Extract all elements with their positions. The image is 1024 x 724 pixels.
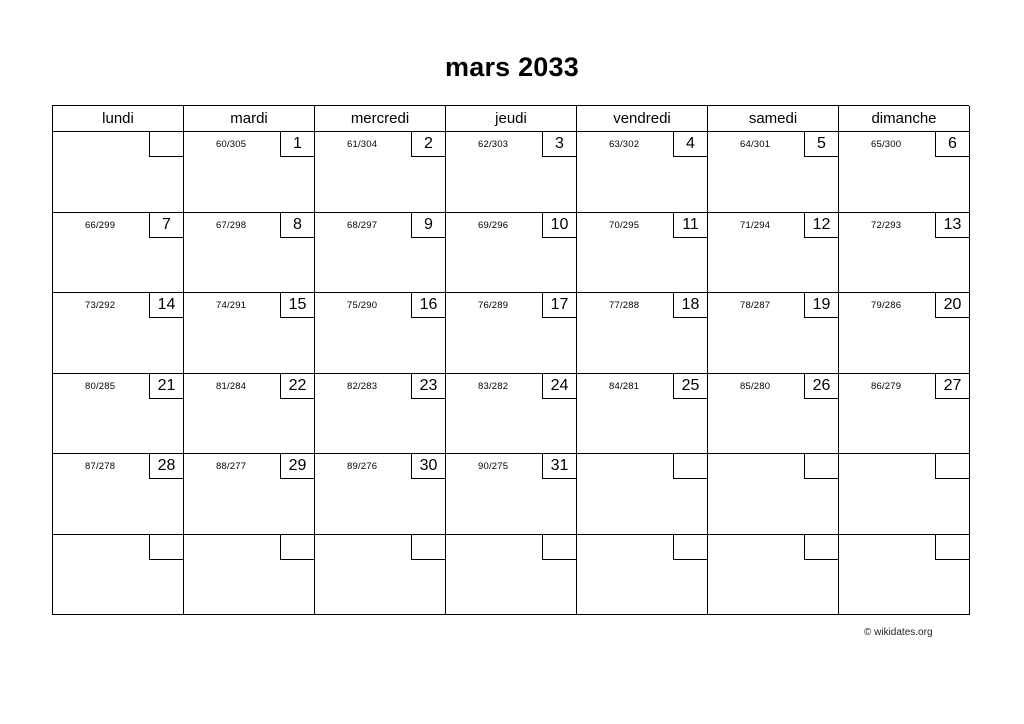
day-cell (184, 374, 315, 455)
day-number: 21 (149, 374, 183, 399)
day-cell (53, 535, 184, 616)
day-number: 31 (542, 454, 576, 479)
day-of-year-label: 60/305 (216, 139, 247, 150)
copyright-credit: © wikidates.org (864, 627, 933, 638)
day-number (411, 535, 445, 560)
day-of-year-label: 78/287 (740, 300, 771, 311)
day-number: 11 (673, 213, 707, 238)
day-number: 30 (411, 454, 445, 479)
day-number (280, 535, 314, 560)
day-of-year-label: 83/282 (478, 380, 509, 392)
day-cell (446, 293, 577, 374)
day-number: 28 (149, 454, 183, 479)
day-of-year-label: 73/292 (85, 300, 116, 311)
day-of-year-label: 84/281 (609, 380, 640, 392)
day-number: 16 (411, 293, 445, 318)
day-number (804, 454, 838, 479)
day-number: 2 (411, 132, 445, 157)
day-cell (184, 454, 315, 535)
weekday-header-tuesday: mardi (184, 106, 315, 132)
day-of-year-label: 77/288 (609, 300, 640, 311)
day-number (149, 132, 183, 157)
day-number (673, 454, 707, 479)
page-title: mars 2033 (445, 52, 579, 82)
day-cell (577, 213, 708, 294)
day-cell (184, 213, 315, 294)
day-cell (446, 535, 577, 616)
day-of-year-label: 65/300 (871, 139, 902, 150)
weekday-header-wednesday: mercredi (315, 106, 446, 132)
day-of-year-label: 79/286 (871, 300, 902, 311)
day-cell (315, 132, 446, 213)
day-cell (839, 132, 970, 213)
weekday-header-monday: lundi (53, 106, 184, 132)
day-number (542, 535, 576, 560)
day-cell (53, 374, 184, 455)
day-cell (315, 535, 446, 616)
day-cell (53, 213, 184, 294)
day-number (935, 535, 969, 560)
day-number: 7 (149, 213, 183, 238)
day-number: 13 (935, 213, 969, 238)
day-number (804, 535, 838, 560)
day-cell (708, 374, 839, 455)
day-of-year-label: 72/293 (871, 219, 902, 231)
day-cell (315, 454, 446, 535)
day-of-year-label: 85/280 (740, 380, 771, 392)
day-number: 6 (935, 132, 969, 157)
day-number: 24 (542, 374, 576, 399)
day-of-year-label: 62/303 (478, 139, 509, 150)
calendar-grid (52, 105, 969, 615)
day-cell (53, 132, 184, 213)
day-of-year-label: 69/296 (478, 219, 509, 231)
day-cell (446, 132, 577, 213)
day-number (673, 535, 707, 560)
day-of-year-label: 67/298 (216, 219, 247, 231)
day-cell (708, 293, 839, 374)
day-cell (53, 293, 184, 374)
day-of-year-label: 63/302 (609, 139, 640, 150)
weekday-header-sunday: dimanche (839, 106, 970, 132)
day-cell (708, 213, 839, 294)
day-number: 3 (542, 132, 576, 157)
day-cell (446, 374, 577, 455)
day-cell (184, 535, 315, 616)
day-cell (315, 213, 446, 294)
day-cell (53, 454, 184, 535)
day-cell (184, 132, 315, 213)
day-number: 8 (280, 213, 314, 238)
day-cell (446, 213, 577, 294)
day-number: 23 (411, 374, 445, 399)
day-cell (839, 213, 970, 294)
day-cell (577, 535, 708, 616)
day-number: 18 (673, 293, 707, 318)
day-cell (577, 293, 708, 374)
day-number: 22 (280, 374, 314, 399)
day-cell (184, 293, 315, 374)
day-of-year-label: 71/294 (740, 219, 771, 231)
day-number: 9 (411, 213, 445, 238)
day-number: 14 (149, 293, 183, 318)
day-of-year-label: 88/277 (216, 461, 247, 472)
day-cell (708, 454, 839, 535)
day-number: 20 (935, 293, 969, 318)
day-of-year-label: 82/283 (347, 380, 378, 392)
day-number: 12 (804, 213, 838, 238)
weekday-header-saturday: samedi (708, 106, 839, 132)
day-of-year-label: 86/279 (871, 380, 902, 392)
day-number: 15 (280, 293, 314, 318)
day-number: 25 (673, 374, 707, 399)
day-of-year-label: 87/278 (85, 461, 116, 472)
day-number: 17 (542, 293, 576, 318)
day-cell (839, 374, 970, 455)
day-number: 19 (804, 293, 838, 318)
day-number: 29 (280, 454, 314, 479)
day-number: 4 (673, 132, 707, 157)
day-of-year-label: 64/301 (740, 139, 771, 150)
day-of-year-label: 74/291 (216, 300, 247, 311)
day-number: 10 (542, 213, 576, 238)
day-number: 26 (804, 374, 838, 399)
day-of-year-label: 61/304 (347, 139, 378, 150)
day-of-year-label: 81/284 (216, 380, 247, 392)
day-of-year-label: 66/299 (85, 219, 116, 231)
day-of-year-label: 75/290 (347, 300, 378, 311)
day-cell (708, 132, 839, 213)
day-of-year-label: 89/276 (347, 461, 378, 472)
day-of-year-label: 68/297 (347, 219, 378, 231)
day-cell (577, 454, 708, 535)
day-number: 27 (935, 374, 969, 399)
day-cell (839, 293, 970, 374)
day-cell (315, 374, 446, 455)
day-cell (315, 293, 446, 374)
day-number: 5 (804, 132, 838, 157)
day-cell (708, 535, 839, 616)
day-of-year-label: 80/285 (85, 380, 116, 392)
day-number: 1 (280, 132, 314, 157)
day-number (149, 535, 183, 560)
day-number (935, 454, 969, 479)
day-cell (839, 535, 970, 616)
day-of-year-label: 90/275 (478, 461, 509, 472)
weekday-header-friday: vendredi (577, 106, 708, 132)
day-cell (577, 132, 708, 213)
day-cell (446, 454, 577, 535)
weekday-header-thursday: jeudi (446, 106, 577, 132)
day-of-year-label: 70/295 (609, 219, 640, 231)
day-cell (839, 454, 970, 535)
day-of-year-label: 76/289 (478, 300, 509, 311)
day-cell (577, 374, 708, 455)
